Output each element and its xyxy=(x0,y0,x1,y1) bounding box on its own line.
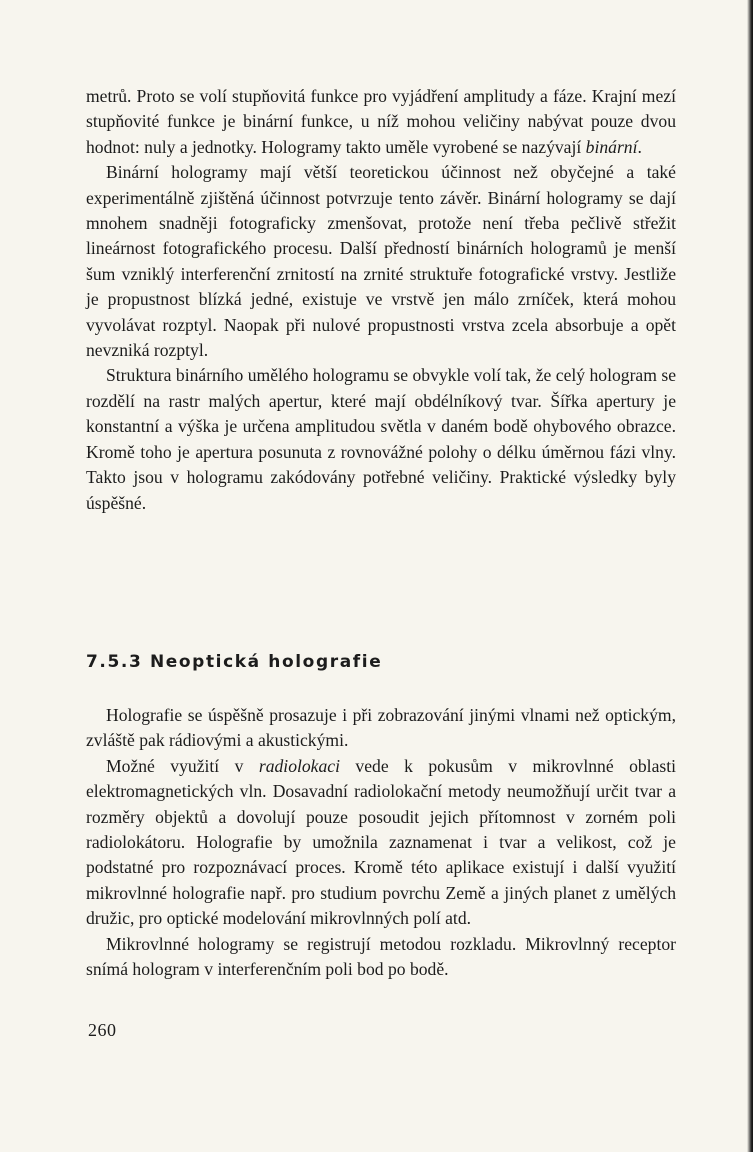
paragraph-hologram-structure: Struktura binárního umělého hologramu se obvykle volí tak, že celý hologram se rozdělí na rastr malých apertur, které mají obdélníkový tvar. Šířka apertury je konstantní a výška je určena amplitudou světla v daném bodě ohybového obrazce. Kromě toho je apertura posunuta z rovnovážné polohy o délku úměrnou fázi vlny. Takto jsou v hologramu zakódovány potřebné veličiny. Praktické výsledky byly úspěšné. xyxy=(86,365,676,513)
paragraph-microwave-holograms: Mikrovlnné hologramy se registrují metodou rozkladu. Mikrovlnný receptor snímá hologram v interferenčním poli bod po bodě. xyxy=(86,933,676,980)
section-title: Neoptická holografie xyxy=(149,652,383,672)
page-number: 260 xyxy=(88,1020,117,1040)
paragraph-binary-holograms: Binární hologramy mají větší teoretickou účinnost než obyčejné a také experimentálně zjištěná účinnost potvrzuje tento závěr. Binární hologramy se dají mnohem snadněji fotograficky zmenšovat, protože není třeba pečlivě střežit lineárnost fotografického procesu. Další předností binárních hologramů je menší šum vzniklý interferenční zrnitostí na zrnité struktuře fotografické vrstvy. Jestliže je propustnost blízká jedné, existuje ve vrstvě jen málo zrníček, která mohou vyvolávat rozptyl. Naopak při nulové propustnosti vrstva zcela absorbuje a opět nevzniká rozptyl. xyxy=(86,162,676,361)
section-number: 7.5.3 xyxy=(86,652,143,672)
paragraph-holography-intro: Holografie se úspěšně prosazuje i při zobrazování jinými vlnami než optickým, zvláště pak rádiovými a akustickými. xyxy=(86,705,676,751)
emphasis-binarni: binární xyxy=(585,136,638,157)
text-block-lower xyxy=(86,703,676,982)
paragraph-binary-function: metrů. Proto se volí stupňovitá funkce pro vyjádření amplitudy a fáze. Krajní mezí stupňovité funkce je binární funkce, u níž mohou veličiny nabývat pouze dvou hodnot: nuly a jednotky. Hologramy takto uměle vyrobené se nazývají binární. xyxy=(86,86,676,157)
text-block-upper xyxy=(86,84,676,516)
scan-edge-shadow xyxy=(747,0,753,1152)
emphasis-radiolokaci: radiolokaci xyxy=(258,755,340,776)
paragraph-radiolocation: Možné využití v radiolokaci vede k pokusům v mikrovlnné oblasti elektromagnetických vln. Dosavadní radiolokační metody neumožňují určit tvar a rozměry objektů a dovolují pouze posoudit jejich přítomnost v zorném poli radiolokátoru. Holografie by umožnila zaznamenat i tvar a velikost, což je podstatné pro rozpoznávací proces. Kromě této aplikace existují i další využití mikrovlnné holografie např. pro studium povrchu Země a jiných planet z umělých družic, pro optické modelování mikrovlnných polí atd. xyxy=(86,755,676,929)
section-heading xyxy=(86,650,382,674)
